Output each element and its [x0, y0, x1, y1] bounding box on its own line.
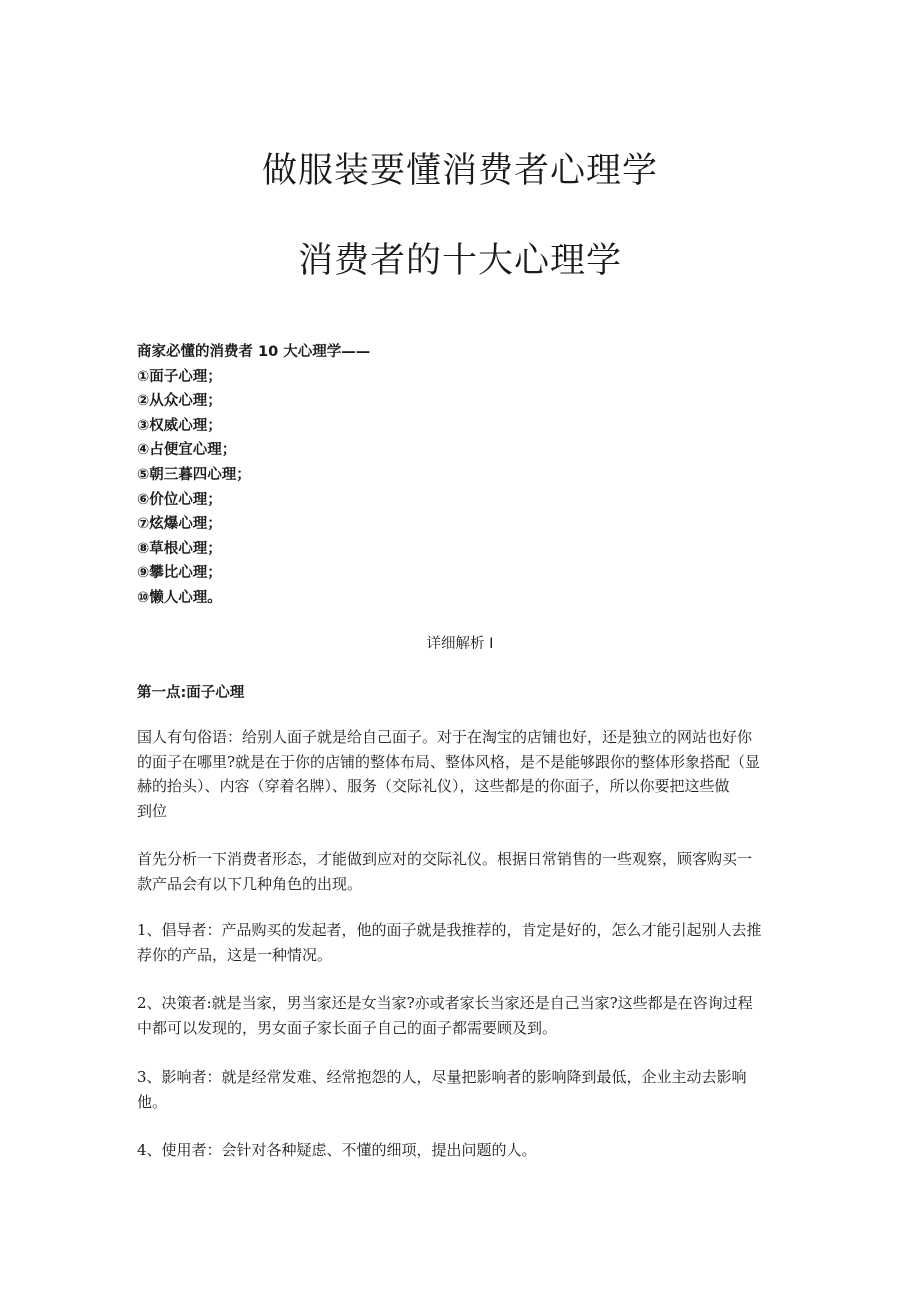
paragraph-line: 到位 [137, 801, 168, 820]
paragraph-line: 他。 [137, 1092, 168, 1111]
paragraph-line: 1、倡导者：产品购买的发起者，他的面子就是我推荐的，肯定是好的，怎么才能引起别人去推 [137, 921, 762, 939]
detail-analysis-label: 详细解析 I [426, 636, 494, 652]
list-item: ⑨攀比心理； [137, 565, 222, 582]
paragraph-line: 中都可以发现的，男女面子家长面子自己的面子都需要顾及到。 [137, 1018, 558, 1037]
psychology-list [137, 340, 797, 611]
paragraph-line: 3、影响者：就是经常发难、经常抱怨的人，尽量把影响者的影响降到最低，企业主动去影响 [137, 1068, 747, 1086]
paragraph-line: 款产品会有以下几种角色的出现。 [137, 874, 363, 893]
list-item: ④占便宜心理； [137, 442, 237, 459]
paragraph-decider [137, 991, 787, 1040]
list-heading: 商家必懂的消费者 10 大心理学—— [137, 344, 371, 360]
paragraph-line: 荐你的产品，这是一种情况。 [137, 945, 333, 964]
paragraph-line: 首先分析一下消费者形态，才能做到应对的交际礼仪。根据日常销售的一些观察，顾客购买一 [137, 850, 753, 868]
paragraph-line: 2、决策者:就是当家，男当家还是女当家?亦或者家长当家还是自己当家?这些都是在咨询过程 [137, 994, 753, 1012]
paragraph-user [137, 1138, 787, 1163]
list-item: ⑦炫爆心理； [137, 516, 222, 533]
list-item: ⑤朝三暮四心理； [137, 466, 251, 483]
list-item: ②从众心理； [137, 393, 222, 410]
paragraph-face-intro [137, 725, 787, 823]
paragraph-line: 国人有句俗语：给别人面子就是给自己面子。对于在淘宝的店铺也好，还是独立的网站也好你 [137, 728, 753, 746]
list-item: ⑧草根心理； [137, 540, 222, 557]
paragraph-line: 赫的抬头）、内容（穿着名牌）、服务（交际礼仪），这些都是的你面子，所以你要把这些做 [137, 777, 730, 795]
list-item: ①面子心理； [137, 368, 222, 385]
paragraph-initiator [137, 918, 787, 967]
paragraph-consumer-forms [137, 847, 787, 896]
paragraph-line: 的面子在哪里?就是在于你的店铺的整体布局、整体风格，是不是能够跟你的整体形象搭配（显 [137, 752, 761, 771]
list-item: ③权威心理； [137, 417, 222, 434]
document-subtitle: 消费者的十大心理学 [297, 241, 622, 281]
list-item: ⑩懒人心理。 [137, 589, 222, 606]
document-title: 做服装要懂消费者心理学 [261, 151, 658, 191]
paragraph-line: 4、使用者：会针对各种疑虑、不懂的细项，提出问题的人。 [137, 1141, 537, 1159]
paragraph-influencer [137, 1065, 787, 1114]
section-heading: 第一点:面子心理 [137, 685, 245, 701]
list-item: ⑥价位心理； [137, 491, 222, 508]
